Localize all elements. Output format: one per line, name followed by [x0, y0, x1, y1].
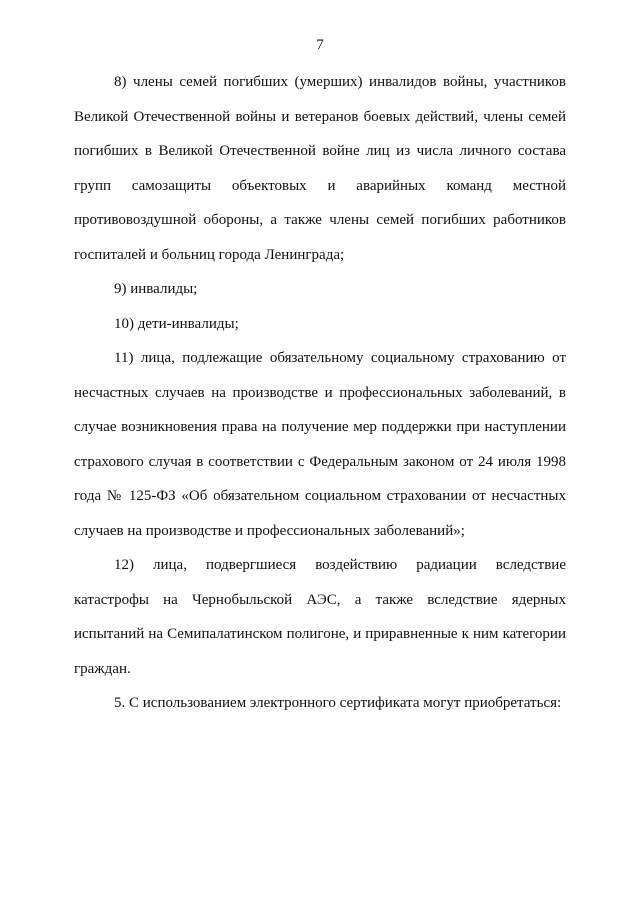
- paragraph-item-8: 8) члены семей погибших (умерших) инвалидов войны, участников Великой Отечественной войны и ветеранов боевых действий, члены семей погибших в Великой Отечественной войне лиц из числа личного состава групп самозащиты объектовых и аварийных команд местной противовоздушной обороны, а также члены семей погибших работников госпиталей и больниц города Ленинграда;: [74, 74, 566, 263]
- paragraph-item-9: 9) инвалиды;: [114, 281, 198, 297]
- page-number: 7: [316, 37, 324, 53]
- paragraph-section-5: 5. С использованием электронного сертификата могут приобретаться:: [114, 695, 562, 711]
- paragraph-item-12: 12) лица, подвергшиеся воздействию радиации вследствие катастрофы на Чернобыльской АЭС, а также вследствие ядерных испытаний на Семипалатинском полигоне, и приравненные к ним категории граждан.: [74, 557, 566, 677]
- document-body: [74, 65, 566, 721]
- paragraph-item-11: 11) лица, подлежащие обязательному социальному страхованию от несчастных случаев на производстве и профессиональных заболеваний, в случае возникновения права на получение мер поддержки при наступлении страхового случая в соответствии с Федеральным законом от 24 июля 1998 года № 125-ФЗ «Об обязательном социальном страховании от несчастных случаев на производстве и профессиональных заболеваний»;: [74, 350, 566, 539]
- paragraph-item-10: 10) дети-инвалиды;: [114, 315, 239, 332]
